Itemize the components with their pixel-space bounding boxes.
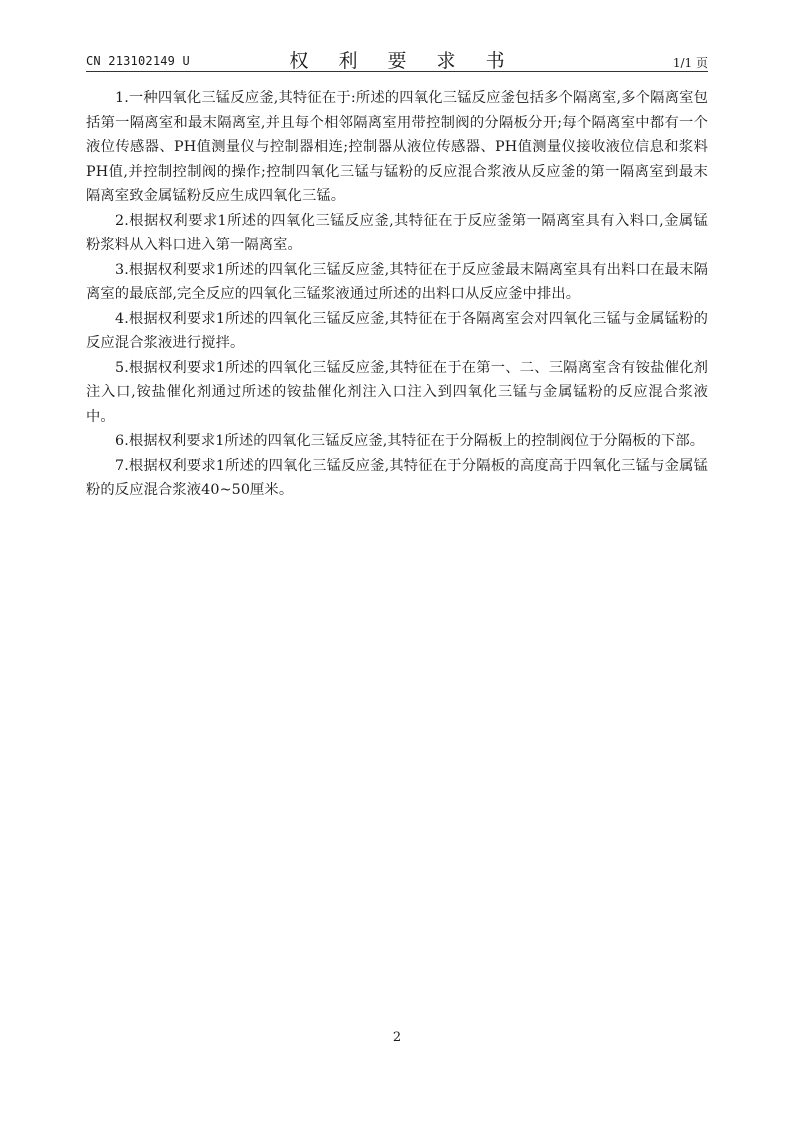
claim-6: 6.根据权利要求1所述的四氧化三锰反应釜,其特征在于分隔板上的控制阀位于分隔板的下部。	[115, 433, 705, 449]
claim-4: 4.根据权利要求1所述的四氧化三锰反应釜,其特征在于各隔离室会对四氧化三锰与金属锰粉的反应混合浆液进行搅拌。	[86, 310, 708, 351]
claim-7: 7.根据权利要求1所述的四氧化三锰反应釜,其特征在于分隔板的高度高于四氧化三锰与金属锰粉的反应混合浆液40~50厘米。	[86, 457, 708, 498]
document-number: CN 213102149 U	[86, 54, 190, 68]
page-header	[86, 44, 708, 70]
document-title: 权 利 要 求 书	[289, 50, 517, 72]
header-divider	[86, 71, 708, 72]
page-number: 2	[392, 1030, 402, 1045]
claim-3: 3.根据权利要求1所述的四氧化三锰反应釜,其特征在于反应釜最末隔离室具有出料口在最末隔离室的最底部,完全反应的四氧化三锰浆液通过所述的出料口从反应釜中排出。	[86, 261, 708, 302]
claim-2: 2.根据权利要求1所述的四氧化三锰反应釜,其特征在于反应釜第一隔离室具有入料口,金属锰粉浆料从入料口进入第一隔离室。	[86, 212, 708, 253]
page-count: 1/1 页	[672, 56, 708, 70]
claims-body	[86, 86, 708, 503]
claim-5: 5.根据权利要求1所述的四氧化三锰反应釜,其特征在于在第一、二、三隔离室含有铵盐催化剂注入口,铵盐催化剂通过所述的铵盐催化剂注入口注入到四氧化三锰与金属锰粉的反应混合浆液中。	[86, 359, 708, 425]
claim-1: 1.一种四氧化三锰反应釜,其特征在于:所述的四氧化三锰反应釜包括多个隔离室,多个隔离室包括第一隔离室和最末隔离室,并且每个相邻隔离室用带控制阀的分隔板分开;每个隔离室中都有一个液位传感器、PH值测量仪与控制器相连;控制器从液位传感器、PH值测量仪接收液位信息和浆料PH值,并控制控制阀的操作;控制四氧化三锰与锰粉的反应混合浆液从反应釜的第一隔离室到最末隔离室致金属锰粉反应生成四氧化三锰。	[86, 90, 708, 204]
